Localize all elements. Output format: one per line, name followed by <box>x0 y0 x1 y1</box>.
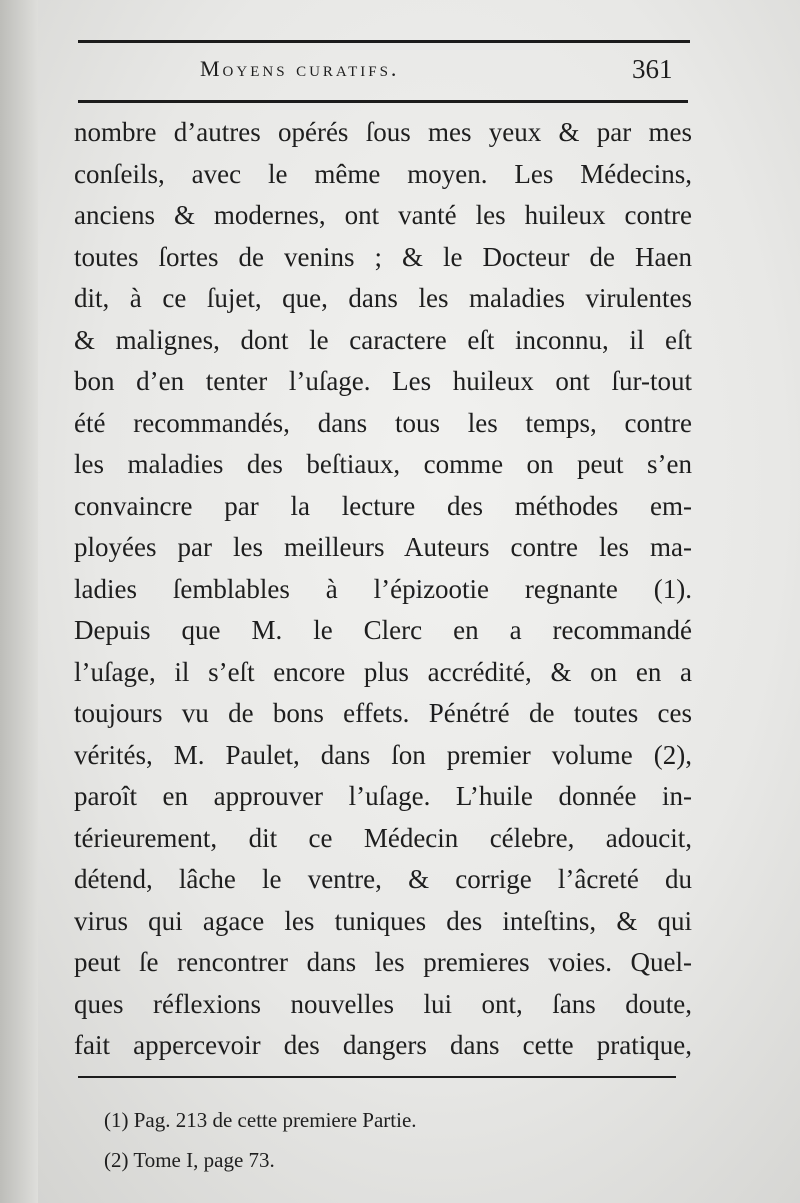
text-line: fait appercevoir des dangers dans cette pratique, <box>74 1030 692 1060</box>
text-line: toujours vu de bons effets. Pénétré de toutes ces <box>74 698 692 728</box>
text-line: Depuis que M. le Clerc en a recommandé <box>74 615 692 645</box>
text-line: les maladies des beſtiaux, comme on peut s’en <box>74 449 692 479</box>
footnote: (2) Tome I, page 73. <box>104 1148 275 1172</box>
page-number: 361 <box>632 54 673 84</box>
text-line: l’uſage, il s’eſt encore plus accrédité, & on en a <box>74 656 692 687</box>
text-line: anciens & modernes, ont vanté les huileux contre <box>74 200 692 230</box>
text-line: & malignes, dont le caractere eſt inconnu, il eſt <box>74 324 692 355</box>
footnote: (1) Pag. 213 de cette premiere Partie. <box>104 1108 417 1132</box>
text-line: nombre d’autres opérés ſous mes yeux & par mes <box>74 117 692 147</box>
text-line: ployées par les meilleurs Auteurs contre les ma- <box>74 532 692 562</box>
running-title: Moyens curatifs. <box>200 56 400 81</box>
text-line: vérités, M. Paulet, dans ſon premier volume (2), <box>74 739 692 770</box>
text-line: été recommandés, dans tous les temps, contre <box>74 407 692 438</box>
footnotes <box>104 1100 664 1180</box>
text-line: peut ſe rencontrer dans les premieres voies. Quel- <box>74 947 692 977</box>
body-text <box>74 112 692 1067</box>
text-line: dit, à ce ſujet, que, dans les maladies virulentes <box>74 283 692 313</box>
header-rule <box>78 100 688 103</box>
text-line: ques réflexions nouvelles lui ont, ſans doute, <box>74 988 692 1019</box>
text-line: convaincre par la lecture des méthodes em- <box>74 490 692 521</box>
text-line: virus qui agace les tuniques des inteſtins, & qui <box>74 905 692 936</box>
text-line: paroît en approuver l’uſage. L’huile donnée in- <box>74 781 692 811</box>
text-line: térieurement, dit ce Médecin célebre, adoucit, <box>74 822 692 853</box>
text-line: détend, lâche le ventre, & corrige l’âcreté du <box>74 864 692 894</box>
text-line: toutes ſortes de venins ; & le Docteur de Haen <box>74 241 692 272</box>
text-line: ladies ſemblables à l’épizootie regnante (1). <box>74 573 692 604</box>
top-rule <box>78 40 690 43</box>
text-line: conſeils, avec le même moyen. Les Médecins, <box>74 158 692 189</box>
text-line: bon d’en tenter l’uſage. Les huileux ont ſur-tout <box>74 366 692 396</box>
footnote-rule <box>78 1076 676 1078</box>
